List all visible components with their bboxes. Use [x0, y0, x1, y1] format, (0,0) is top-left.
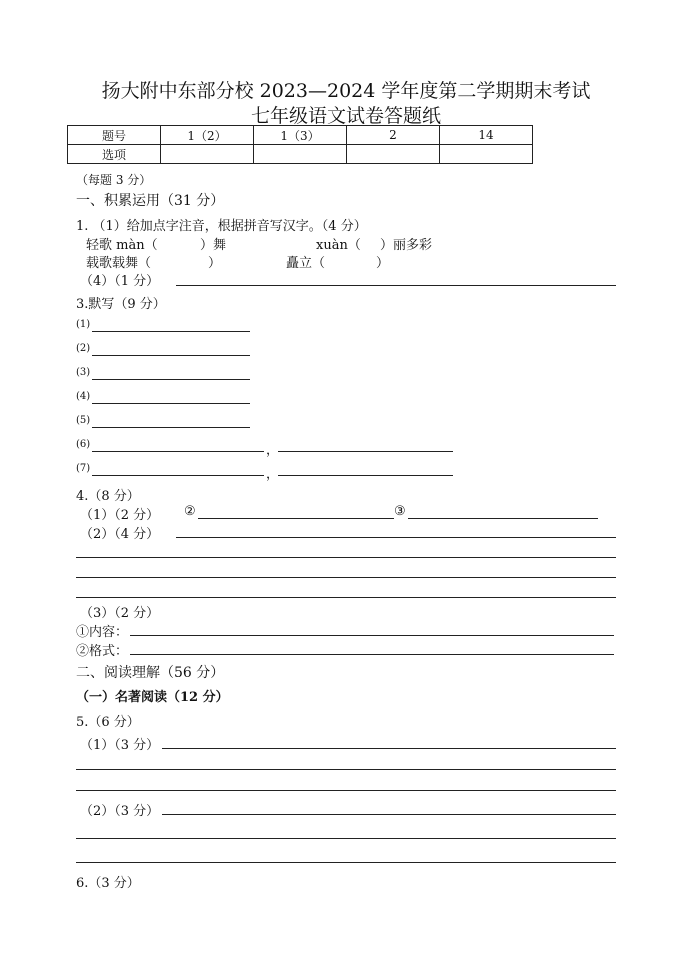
answer-line[interactable]	[176, 537, 616, 538]
section-heading-2: 二、阅读理解（56 分）	[76, 665, 225, 681]
q3-item-1: (1)	[76, 319, 91, 330]
table-col-4: 14	[440, 126, 533, 145]
q4-content-label: ①内容：	[76, 625, 129, 640]
q1-item-2-prefix: xuàn（	[316, 238, 361, 253]
subsection-heading: （一）名著阅读（12 分）	[76, 690, 229, 705]
question-3-label: 3.默写（9 分）	[76, 297, 166, 312]
exam-title: 扬大附中东部分校 2023—2024 学年度第二学期期末考试	[101, 80, 591, 102]
answer-line[interactable]	[162, 814, 616, 815]
q3-item-2: (2)	[76, 343, 91, 354]
table-col-1: 1（2）	[161, 126, 254, 145]
answer-line[interactable]	[162, 748, 616, 749]
table-col-2: 1（3）	[254, 126, 347, 145]
table-header-qnum: 题号	[68, 126, 161, 145]
question-4-label: 4.（8 分）	[76, 489, 140, 504]
q5-sub1-label: （1）（3 分）	[80, 738, 160, 753]
q1-item-4-prefix: 矗立（	[286, 256, 326, 271]
q1-item-3-suffix: ）	[208, 256, 222, 271]
q4-sub2-label: （2）（4 分）	[80, 527, 160, 542]
q4-format-label: ②格式：	[76, 644, 129, 659]
comma: ，	[266, 467, 280, 482]
answer-line[interactable]	[76, 838, 616, 839]
question-1-label: 1. （1）给加点字注音，根据拼音写汉字。（4 分）	[76, 219, 367, 234]
answer-line[interactable]	[76, 790, 616, 791]
answer-line[interactable]	[408, 518, 598, 519]
answer-cell[interactable]	[161, 145, 254, 164]
q1-item-2-suffix: ）丽多彩	[380, 238, 433, 253]
answer-line[interactable]	[278, 451, 453, 452]
answer-line[interactable]	[76, 577, 616, 578]
question-5-label: 5.（6 分）	[76, 715, 140, 730]
comma: ，	[266, 443, 280, 458]
answer-line[interactable]	[92, 475, 264, 476]
answer-line[interactable]	[92, 331, 250, 332]
question-6-label: 6.（3 分）	[76, 876, 140, 891]
answer-cell[interactable]	[254, 145, 347, 164]
q1-item-1-suffix: ）舞	[200, 238, 227, 253]
table-row	[68, 145, 533, 164]
answer-line[interactable]	[92, 427, 250, 428]
answer-line[interactable]	[76, 557, 616, 558]
circle-3-marker: ③	[394, 504, 406, 519]
circle-2-marker: ②	[184, 504, 196, 519]
answer-line[interactable]	[92, 451, 264, 452]
q1-item-1-prefix: 轻歌 màn（	[86, 238, 158, 253]
scoring-note: （每题 3 分）	[76, 173, 152, 187]
answer-line[interactable]	[176, 285, 616, 286]
table-col-3: 2	[347, 126, 440, 145]
answer-cell[interactable]	[347, 145, 440, 164]
answer-line[interactable]	[92, 403, 250, 404]
q5-sub2-label: （2）（3 分）	[80, 804, 160, 819]
q3-item-7: (7)	[76, 463, 91, 474]
answer-cell[interactable]	[440, 145, 533, 164]
q3-item-5: (5)	[76, 415, 91, 426]
answer-line[interactable]	[76, 597, 616, 598]
q3-item-4: (4)	[76, 391, 91, 402]
answer-line[interactable]	[278, 475, 453, 476]
answer-line[interactable]	[198, 518, 394, 519]
section-heading-1: 一、积累运用（31 分）	[76, 193, 225, 209]
answer-table	[67, 125, 533, 164]
answer-line[interactable]	[92, 355, 250, 356]
q3-item-6: (6)	[76, 439, 91, 450]
answer-line[interactable]	[130, 654, 614, 655]
q4-sub1-label: （1）（2 分）	[80, 508, 160, 523]
q1-sub4-label: （4）（1 分）	[80, 274, 160, 289]
answer-line[interactable]	[76, 769, 616, 770]
answer-line[interactable]	[76, 862, 616, 863]
q1-item-4-suffix: ）	[376, 256, 390, 271]
exam-subtitle: 七年级语文试卷答题纸	[250, 105, 441, 127]
q4-sub3-label: （3）（2 分）	[80, 606, 160, 621]
q3-item-3: (3)	[76, 367, 91, 378]
table-row	[68, 126, 533, 145]
q1-item-3-prefix: 载歌载舞（	[86, 256, 152, 271]
table-header-option: 选项	[68, 145, 161, 164]
answer-line[interactable]	[130, 635, 614, 636]
answer-line[interactable]	[92, 379, 250, 380]
